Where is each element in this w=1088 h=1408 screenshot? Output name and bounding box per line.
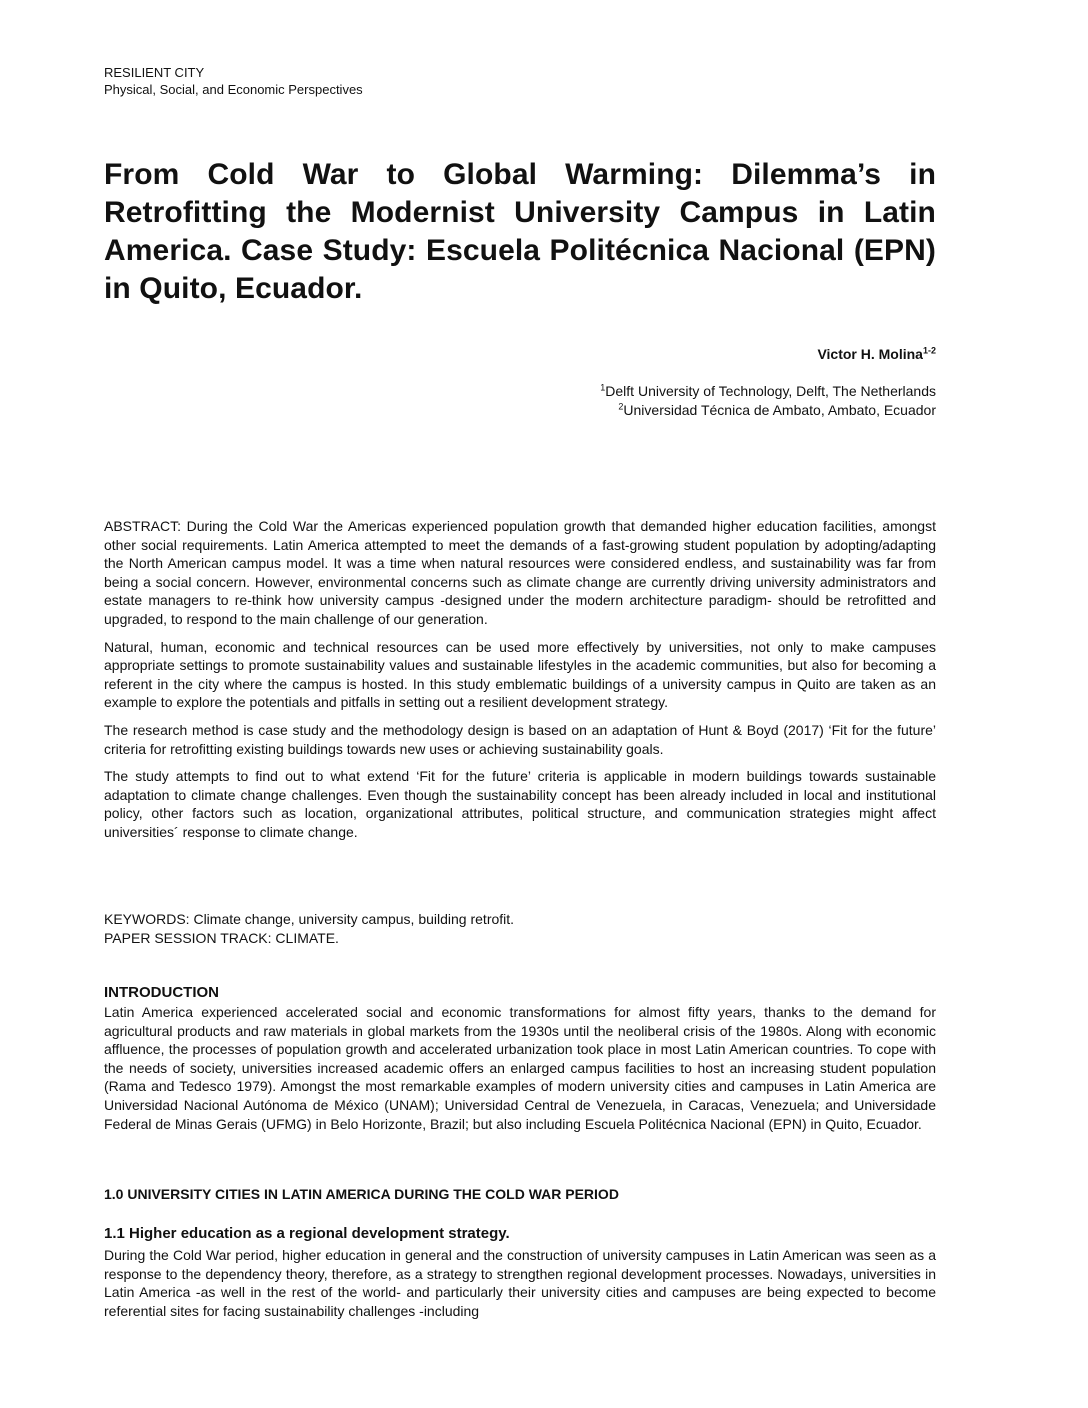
running-header [104,64,363,98]
running-header-title: RESILIENT CITY [104,65,205,80]
abstract-paragraph-2: Natural, human, economic and technical resources can be used more effectively by universities, not only to make campuses appropriate settings to promote sustainability values and sustainable lifestyles in the academic communities, but also for becoming a referent in the city where the campus is hosted. In this study emblematic buildings of a university campus in Quito are taken as an example to explore the potentials and pitfalls in setting out a resilient development strategy. [104,638,936,711]
section-1-1-heading: 1.1 Higher education as a regional development strategy. [104,1225,510,1242]
section-1-1-paragraph: During the Cold War period, higher education in general and the construction of university campuses in Latin American was seen as a response to the dependency theory, therefore, as a strategy to strengthen regional development processes. Nowadays, universities in Latin America -as well in the rest of the world- and particularly their university cities and campuses are being expected to become referential sites for facing sustainability challenges -including [104,1247,936,1319]
paper-title: From Cold War to Global Warming: Dilemma’s in Retrofitting the Modernist University Campus in Latin America. Case Study: Escuela Politécnica Nacional (EPN) in Quito, Ecuador. [104,158,936,305]
author-affiliation-mark: 1-2 [922,345,936,356]
abstract [104,517,936,851]
affiliation-1-mark: 1 [600,382,606,393]
introduction-paragraph: Latin America experienced accelerated social and economic transformations for almost fifty years, thanks to the demand for agricultural products and raw materials in global markets from the 1930s until the neoliberal crisis of the 1980s. Along with economic affluence, the processes of population growth and accelerated urbanization took place in most Latin American countries. To cope with the needs of society, universities increased academic offers an enlarged campus facilities to host an increasing student population (Rama and Tedesco 1979). Amongst the most remarkable examples of modern university cities and campuses in Latin America are Universidad Nacional Autónoma de México (UNAM); Universidad Central de Venezuela, in Caracas, Venezuela; and Universidade Federal de Minas Gerais (UFMG) in Belo Horizonte, Brazil; but also including Escuela Politécnica Nacional (EPN) in Quito, Ecuador. [104,1004,936,1132]
abstract-paragraph-3: The research method is case study and the methodology design is based on an adaptation of Hunt & Boyd (2017) ‘Fit for the future’ criteria for retrofitting existing buildings towards new uses or achieving sustainability goals. [104,721,936,757]
section-1-heading: 1.0 UNIVERSITY CITIES IN LATIN AMERICA DURING THE COLD WAR PERIOD [104,1186,619,1202]
keywords-block [104,910,936,947]
introduction-heading: INTRODUCTION [104,984,219,1001]
affiliation-2 [600,401,936,420]
affiliation-1 [600,382,936,401]
session-track: PAPER SESSION TRACK: CLIMATE. [104,929,339,946]
abstract-paragraph-4: The study attempts to find out to what extend ‘Fit for the future’ criteria is applicable in modern buildings towards sustainable adaptation to climate change challenges. Even though the sustainability concept has been already included in local and institutional policy, other factors such as location, organizational attributes, political structure, and communication strategies might affect universities´ response to climate change. [104,768,936,840]
affiliation-2-mark: 2 [618,401,624,412]
abstract-paragraph-1: ABSTRACT: During the Cold War the Americas experienced population growth that demanded higher education facilities, amongst other social requirements. Latin America attempted to meet the demands of a fast-growing student population by adopting/adapting the North American campus model. It was a time when natural resources were considered endless, and sustainability was far from being a social concern. However, environmental concerns such as climate change are currently driving university administrators and estate managers to re-think how university campus -designed under the modern architecture paradigm- should be retrofitted and upgraded, to respond to the main challenge of our generation. [104,518,936,627]
keywords: KEYWORDS: Climate change, university campus, building retrofit. [104,911,515,927]
author-line [817,346,936,362]
affiliations [600,382,936,420]
affiliation-2-text: Universidad Técnica de Ambato, Ambato, Ecuador [623,402,936,418]
running-header-subtitle: Physical, Social, and Economic Perspectives [104,82,363,97]
affiliation-1-text: Delft University of Technology, Delft, The Netherlands [605,383,936,399]
author-name: Victor H. Molina [817,346,923,362]
